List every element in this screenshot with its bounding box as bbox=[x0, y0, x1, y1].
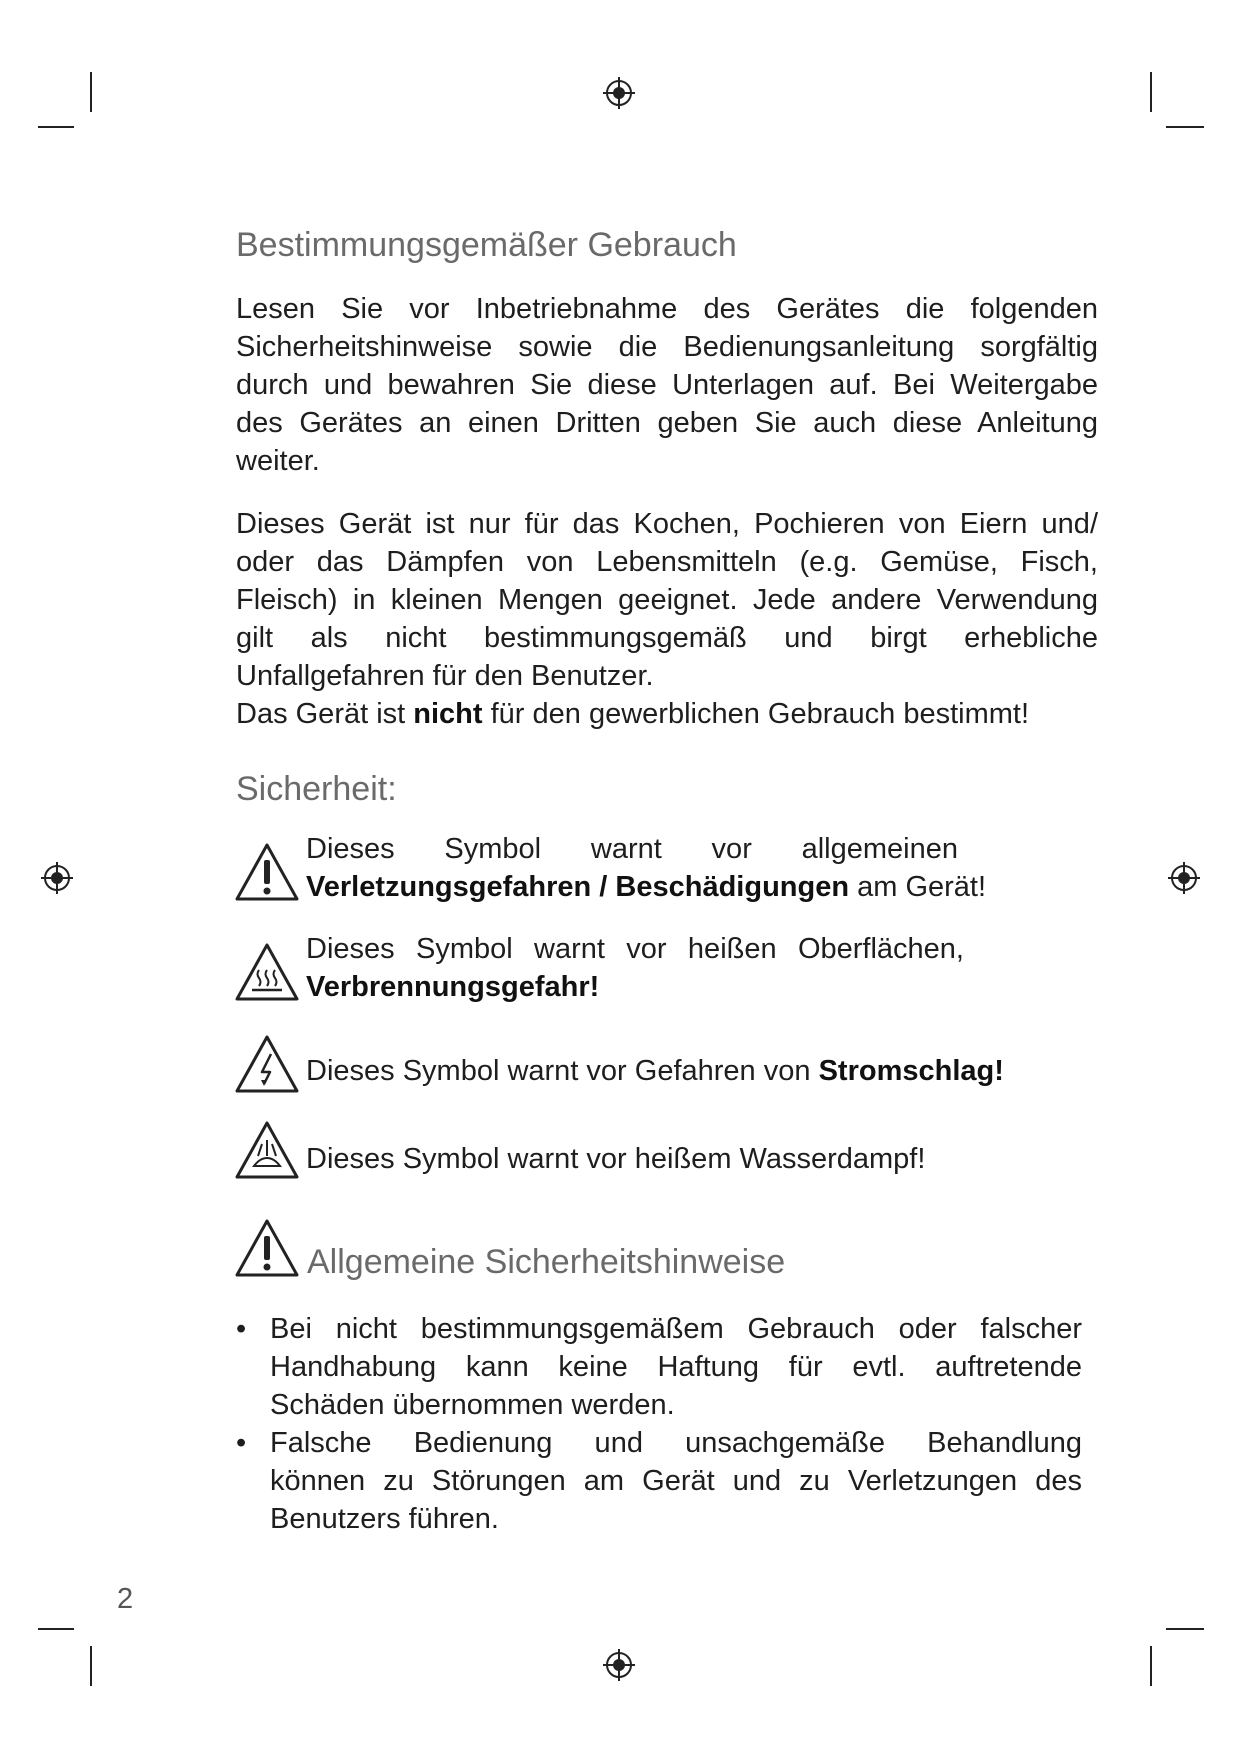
crop-mark-br-h bbox=[1166, 1628, 1204, 1630]
warning-steam-text: Dieses Symbol warnt vor heißem Wasserdampf! bbox=[306, 1143, 926, 1175]
text-line: Handhabung kann keine Haftung für evtl. auftretende bbox=[270, 1351, 1082, 1383]
text-bold: Verbrennungsgefahr! bbox=[306, 971, 600, 1003]
text-line: Dieses Symbol warnt vor allgemeinen bbox=[306, 833, 958, 865]
bullet-icon: • bbox=[236, 1313, 247, 1345]
crop-mark-br-v bbox=[1150, 1646, 1152, 1686]
text-line: oder das Dämpfen von Lebensmitteln (e.g. Gemüse, Fisch, bbox=[236, 546, 1098, 578]
registration-mark-left bbox=[40, 861, 74, 895]
heading-intended-use: Bestimmungsgemäßer Gebrauch bbox=[236, 226, 737, 264]
text-bold: nicht bbox=[413, 698, 483, 730]
hot-surface-icon bbox=[234, 942, 300, 1002]
crop-mark-tr-v bbox=[1150, 72, 1152, 112]
text-line: Bei nicht bestimmungsgemäßem Gebrauch oder falscher bbox=[270, 1313, 1082, 1345]
text-line: Dieses Symbol warnt vor heißen Oberflächen, bbox=[306, 933, 964, 965]
text-line bbox=[306, 871, 986, 903]
text-fragment: am Gerät! bbox=[849, 871, 987, 903]
warning-hot-surface bbox=[234, 933, 1098, 1006]
text-bold: Stromschlag! bbox=[818, 1055, 1004, 1087]
crop-mark-tr-h bbox=[1166, 126, 1204, 128]
text-line: Falsche Bedienung und unsachgemäße Behandlung bbox=[270, 1427, 1082, 1459]
list-item bbox=[236, 1424, 1082, 1544]
text-line: Sicherheitshinweise sowie die Bedienungsanleitung sorgfältig bbox=[236, 331, 1098, 363]
text-line: können zu Störungen am Gerät und zu Verletzungen des bbox=[270, 1465, 1082, 1497]
warning-triangle-icon bbox=[234, 1218, 300, 1278]
text-line: Lesen Sie vor Inbetriebnahme des Gerätes die folgenden bbox=[236, 293, 1098, 325]
crop-mark-tl-v bbox=[90, 72, 92, 112]
warning-hot-surface-text bbox=[306, 930, 964, 1006]
warning-triangle-icon bbox=[234, 842, 300, 902]
text-line: Schäden übernommen werden. bbox=[270, 1389, 675, 1421]
warning-steam bbox=[234, 1116, 1098, 1186]
text-line: gilt als nicht bestimmungsgemäß und birgt erhebliche bbox=[236, 622, 1098, 654]
hot-steam-icon bbox=[234, 1120, 300, 1180]
text-line: weiter. bbox=[236, 445, 320, 477]
text-line: Fleisch) in kleinen Mengen geeignet. Jede andere Verwendung bbox=[236, 584, 1098, 616]
warning-general bbox=[234, 833, 1098, 906]
text-line: Benutzers führen. bbox=[270, 1503, 499, 1535]
text-line bbox=[306, 971, 599, 1003]
list-item-text bbox=[270, 1310, 1082, 1424]
registration-mark-top bbox=[602, 76, 636, 110]
heading-general-safety: Allgemeine Sicherheitshinweise bbox=[307, 1243, 786, 1281]
heading-safety: Sicherheit: bbox=[236, 770, 397, 808]
warning-electric-shock bbox=[234, 1032, 1098, 1102]
text-fragment: Dieses Symbol warnt vor Gefahren von bbox=[306, 1055, 819, 1087]
lightning-icon bbox=[234, 1034, 300, 1094]
text-bold: Verletzungsgefahren / Beschädigungen bbox=[306, 871, 850, 903]
warning-electric-shock-text bbox=[306, 1052, 1004, 1090]
paragraph-intended-use bbox=[236, 505, 1098, 733]
list-item bbox=[236, 1310, 1082, 1430]
page-number: 2 bbox=[117, 1583, 134, 1615]
text-fragment: für den gewerblichen Gebrauch bestimmt! bbox=[482, 698, 1030, 730]
text-line: Dieses Gerät ist nur für das Kochen, Pochieren von Eiern und/ bbox=[236, 508, 1098, 540]
registration-mark-bottom bbox=[602, 1648, 636, 1682]
text-line: des Gerätes an einen Dritten geben Sie auch diese Anleitung bbox=[236, 407, 1098, 439]
text-line: durch und bewahren Sie diese Unterlagen auf. Bei Weitergabe bbox=[236, 369, 1098, 401]
text-fragment: Das Gerät ist bbox=[236, 698, 414, 730]
text-line: Unfallgefahren für den Benutzer. bbox=[236, 660, 654, 692]
paragraph-read-instructions bbox=[236, 290, 1098, 480]
crop-mark-tl-h bbox=[38, 126, 74, 128]
registration-mark-right bbox=[1167, 861, 1201, 895]
bullet-icon: • bbox=[236, 1427, 247, 1459]
warning-general-text bbox=[306, 830, 987, 906]
crop-mark-bl-h bbox=[38, 1628, 74, 1630]
text-line-commercial bbox=[236, 695, 1098, 733]
crop-mark-bl-v bbox=[90, 1646, 92, 1686]
list-item-text bbox=[270, 1424, 1082, 1538]
